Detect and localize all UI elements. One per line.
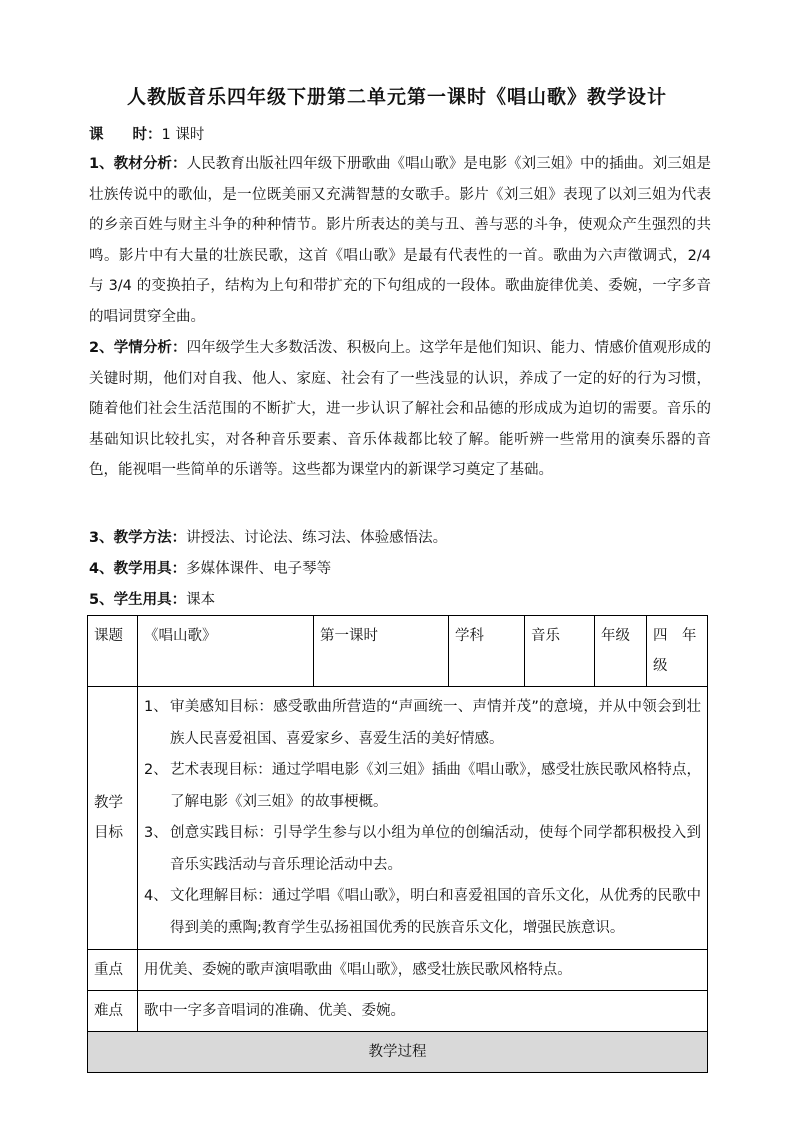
- table-row-difficulty: [88, 991, 708, 1032]
- topic-label: 课题: [88, 616, 138, 687]
- table-row-header: [88, 616, 708, 687]
- section-text: 课本: [186, 592, 216, 608]
- goals-cell: [138, 687, 708, 950]
- subject-value: 音乐: [525, 616, 595, 687]
- process-heading: 教学过程: [88, 1032, 708, 1073]
- goal-item: [144, 881, 701, 944]
- subject-label: 学科: [449, 616, 525, 687]
- key-point-text: 用优美、委婉的歌声演唱歌曲《唱山歌》，感受壮族民歌风格特点。: [138, 950, 708, 991]
- section-label: 2、学情分析：: [89, 340, 187, 356]
- difficulty-text: 歌中一字多音唱词的准确、优美、委婉。: [138, 991, 708, 1032]
- lesson-hours-label: 课 时：: [89, 127, 162, 143]
- goal-text: 艺术表现目标：通过学唱电影《刘三姐》插曲《唱山歌》，感受壮族民歌风格特点，了解电影《刘三姐》的故事梗概。: [170, 762, 701, 810]
- table-row-key-point: [88, 950, 708, 991]
- goal-number: 2、: [144, 762, 168, 778]
- lesson-hours-value: 1 课时: [161, 127, 205, 143]
- goal-text: 创意实践目标：引导学生参与以小组为单位的创编活动，使每个同学都积极投入到音乐实践活动与音乐理论活动中去。: [170, 825, 701, 873]
- lesson-number: 第一课时: [314, 616, 449, 687]
- section-teaching-tools: [89, 554, 711, 585]
- lesson-hours: [89, 120, 711, 151]
- goal-text: 审美感知目标：感受歌曲所营造的“声画统一、声情并茂”的意境，并从中领会到壮族人民喜爱祖国、喜爱家乡、喜爱生活的美好情感。: [170, 699, 701, 747]
- section-text: 讲授法、讨论法、练习法、体验感悟法。: [186, 530, 448, 546]
- section-label: 3、教学方法：: [89, 530, 187, 546]
- topic-value: 《唱山歌》: [138, 616, 314, 687]
- lesson-plan-table: [87, 615, 708, 1073]
- section-student-tools: [89, 585, 711, 616]
- goal-text: 文化理解目标：通过学唱《唱山歌》，明白和喜爱祖国的音乐文化，从优秀的民歌中得到美的熏陶;教育学生弘扬祖国优秀的民族音乐文化，增强民族意识。: [170, 888, 701, 936]
- grade-label: 年级: [595, 616, 647, 687]
- section-label: 5、学生用具：: [89, 592, 187, 608]
- grade-value: 四 年级: [647, 616, 708, 687]
- section-material-analysis: [89, 149, 711, 332]
- table-row-process: [88, 1032, 708, 1073]
- section-text: 人民教育出版社四年级下册歌曲《唱山歌》是电影《刘三姐》中的插曲。刘三姐是壮族传说中的歌仙，是一位既美丽又充满智慧的女歌手。影片《刘三姐》表现了以刘三姐为代表的乡亲百姓与财主斗争的种种情节。影片所表达的美与丑、善与恶的斗争，使观众产生强烈的共鸣。影片中有大量的壮族民歌，这首《唱山歌》是最有代表性的一首。歌曲为六声徵调式，2/4 与 3/4 的变换拍子，结构为上句和带扩充的下句组成的一段体。歌曲旋律优美、委婉，一字多音的唱词贯穿全曲。: [89, 156, 711, 325]
- section-label: 1、教材分析：: [89, 156, 187, 172]
- difficulty-label: 难点: [88, 991, 138, 1032]
- goal-number: 3、: [144, 825, 168, 841]
- goal-item: [144, 755, 701, 818]
- section-teaching-methods: [89, 523, 711, 554]
- goals-list: [144, 692, 701, 944]
- document-title: 人教版音乐四年级下册第二单元第一课时《唱山歌》教学设计: [126, 86, 667, 108]
- goal-item: [144, 818, 701, 881]
- section-label: 4、教学用具：: [89, 561, 187, 577]
- key-point-label: 重点: [88, 950, 138, 991]
- section-student-analysis: [89, 333, 711, 486]
- section-text: 多媒体课件、电子琴等: [186, 561, 332, 577]
- goal-number: 1、: [144, 699, 168, 715]
- goal-item: [144, 692, 701, 755]
- table-row-goals: [88, 687, 708, 950]
- section-text: 四年级学生大多数活泼、积极向上。这学年是他们知识、能力、情感价值观形成的关键时期，他们对自我、他人、家庭、社会有了一些浅显的认识，养成了一定的好的行为习惯，随着他们社会生活范围的不断扩大，进一步认识了解社会和品德的形成成为迫切的需要。音乐的基础知识比较扎实，对各种音乐要素、音乐体裁都比较了解。能听辨一些常用的演奏乐器的音色，能视唱一些简单的乐谱等。这些都为课堂内的新课学习奠定了基础。: [89, 340, 711, 478]
- goal-number: 4、: [144, 888, 168, 904]
- goals-label: 教学目标: [88, 687, 138, 950]
